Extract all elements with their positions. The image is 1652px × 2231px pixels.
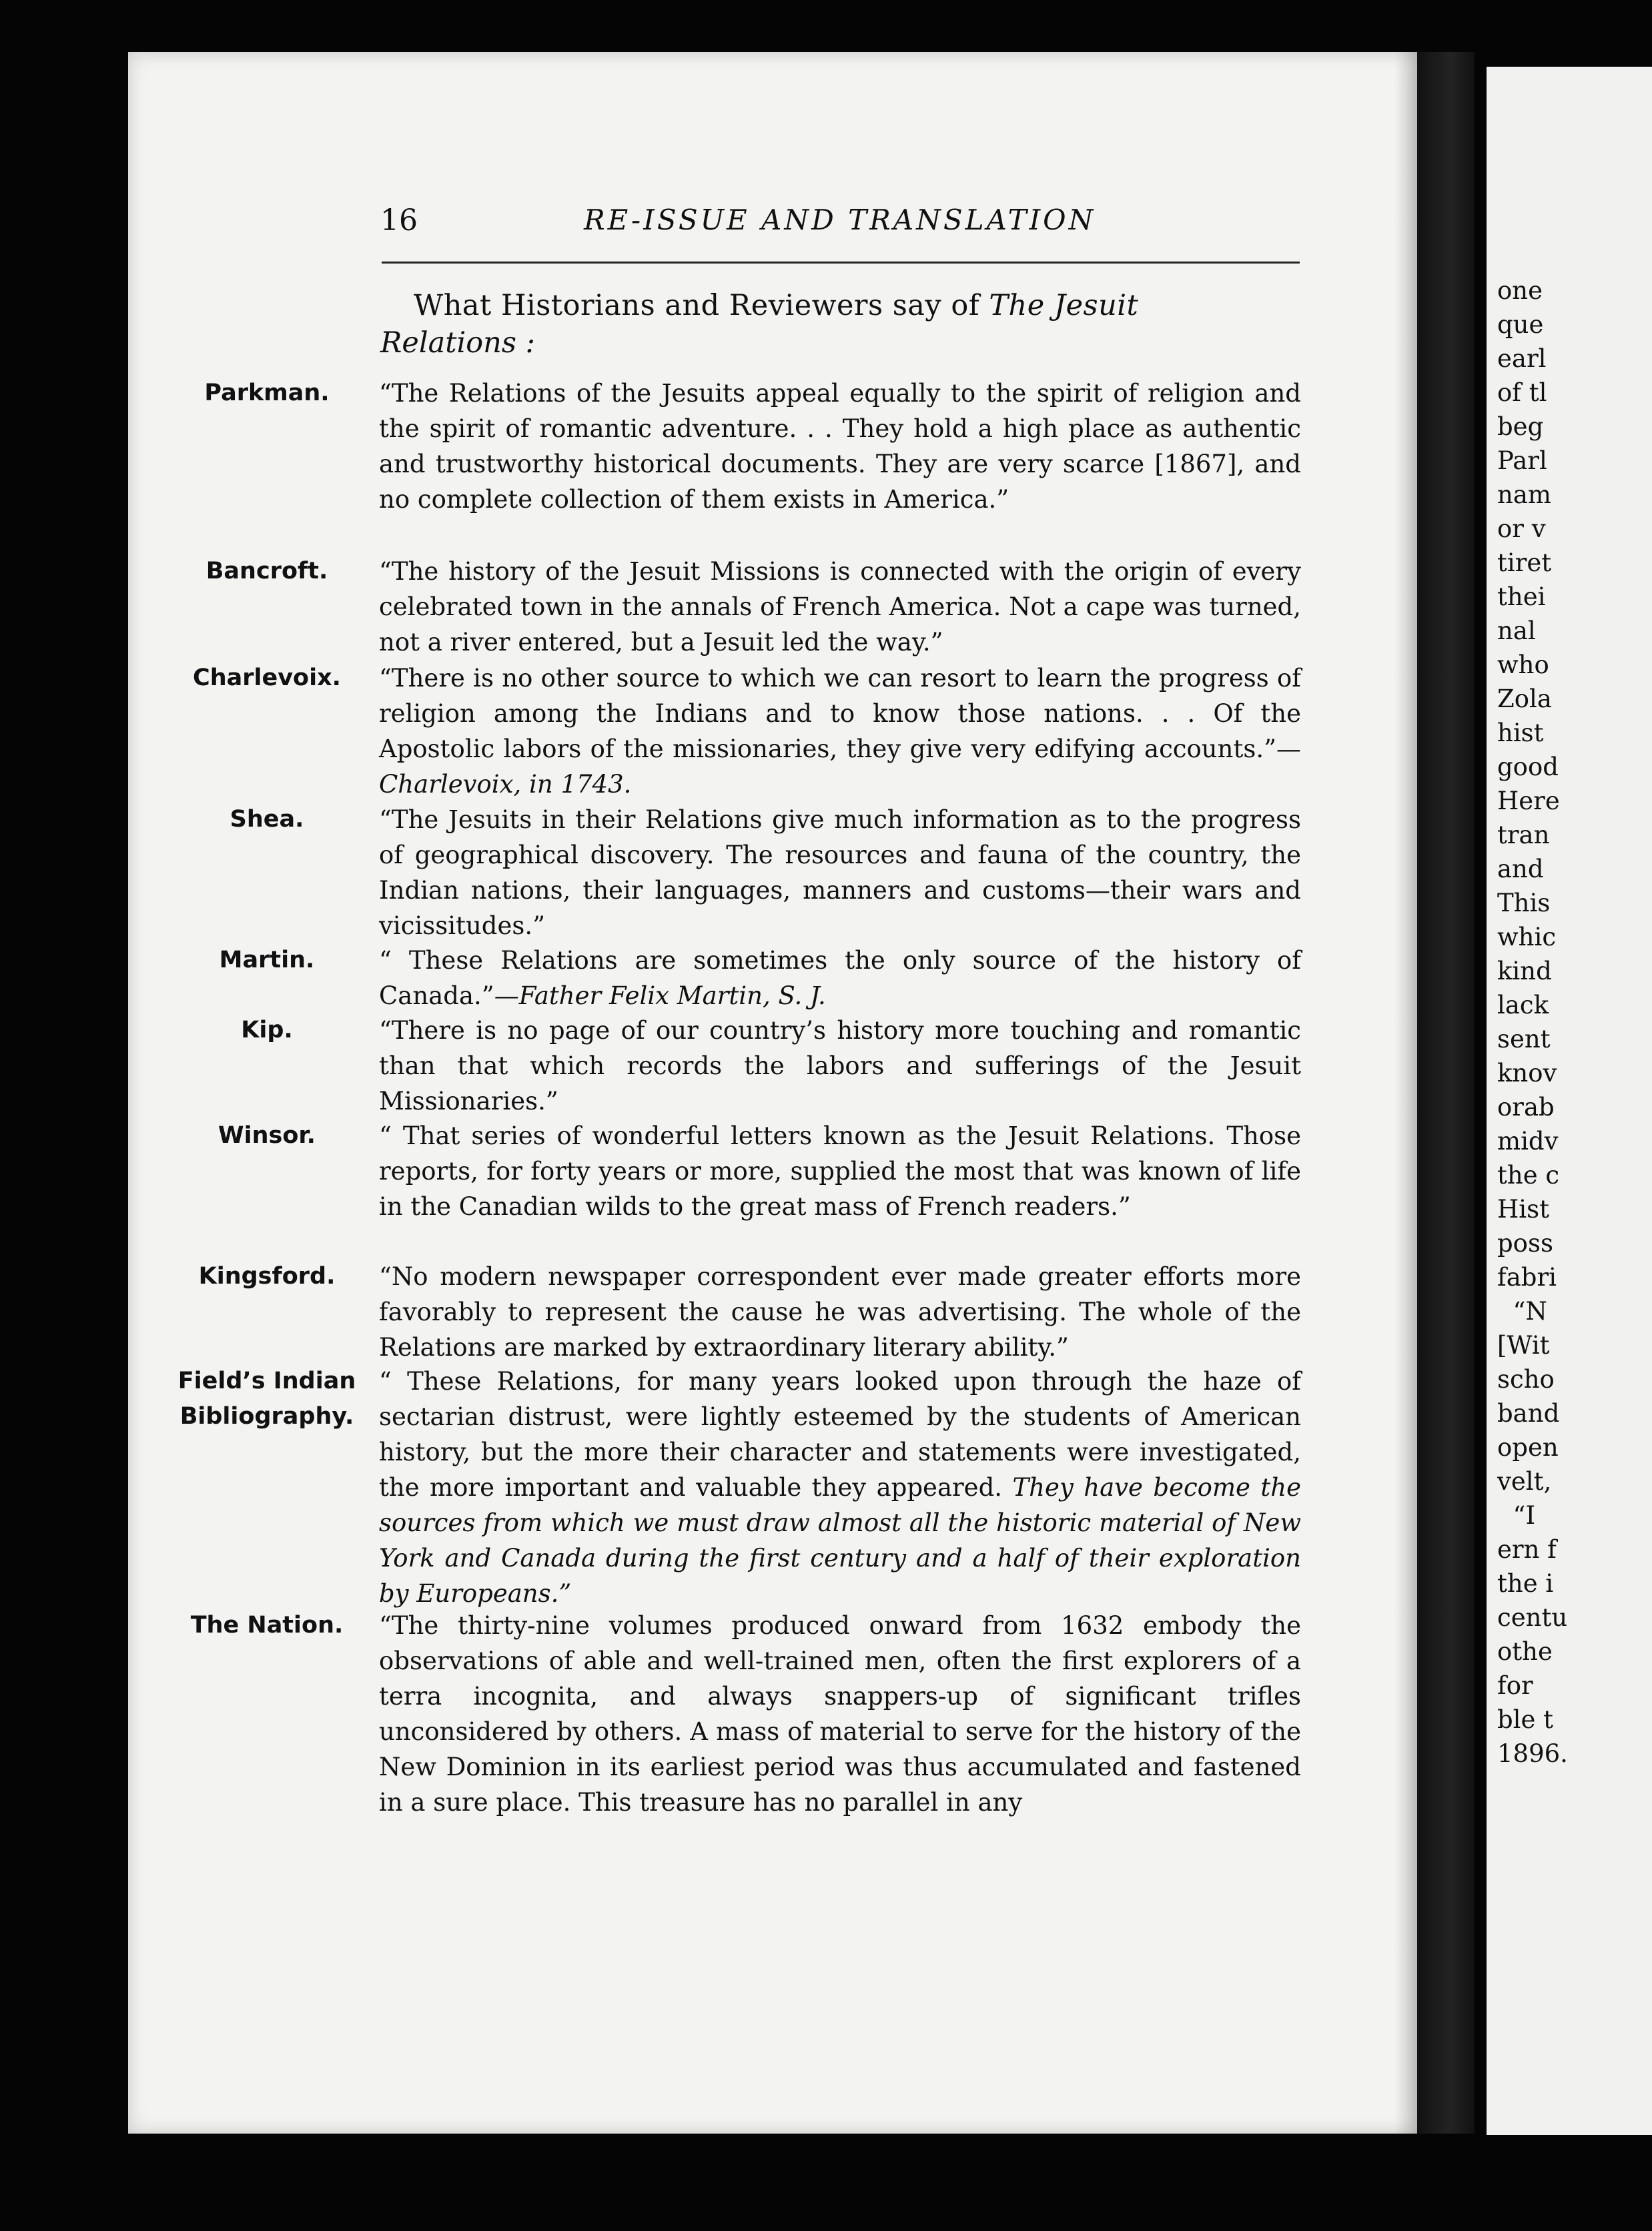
running-head-title: RE-ISSUE AND TRANSLATION	[584, 203, 1096, 236]
author-name: Field’s Indian Bibliography.	[177, 1368, 356, 1430]
author-name: Charlevoix.	[193, 664, 341, 691]
header-rule	[382, 262, 1300, 264]
author-name: The Nation.	[190, 1612, 344, 1639]
quote-citation: —Charlevoix, in 1743.	[379, 735, 1301, 799]
quote-body: “ These Relations are sometimes the only source of the history of Canada.”	[379, 946, 1301, 1010]
quote-body: “There is no page of our country’s history more touching and romantic than that which records the labors and sufferings of the Jesuit Missionaries.”	[379, 1016, 1301, 1116]
running-head	[380, 203, 1301, 244]
page-number: 16	[380, 203, 418, 238]
quote-citation: —Father Felix Martin, S. J.	[494, 981, 826, 1010]
right-page-text-fragment: one que earl of tl beg Parl nam or v tiret thei nal who Zola hist good Here tran and This whic kind lack sent knov orab midv the c Hist poss fabri “N [Wit scho band open velt, “I ern f the i centu othe for ble t 1896.	[1497, 276, 1568, 1768]
quote-text	[379, 1364, 1301, 1611]
intro-line	[380, 287, 1301, 324]
quote-body: “The thirty-nine volumes produced onward from 1632 embody the observations of able and well-trained men, often the first explorers of a terra incognita, and always snappers-up of significant trifles unconsidered by others. A mass of material to serve for the history of the New Dominion in its earliest period was thus accumulated and fastened in a sure place. This treasure has no parallel in any	[379, 1611, 1301, 1817]
quote-text	[379, 943, 1301, 1013]
author-name: Bancroft.	[205, 558, 328, 584]
right-page	[1487, 67, 1652, 2135]
author-name: Kip.	[241, 1017, 293, 1043]
book-gutter	[1394, 52, 1475, 2134]
author-name: Shea.	[230, 806, 304, 833]
intro-lead-text: What Historians and Reviewers say of	[414, 289, 989, 322]
intro-line-2	[380, 324, 1301, 362]
author-name: Winsor.	[218, 1122, 316, 1149]
quote-body: “The Relations of the Jesuits appeal equally to the spirit of religion and the spirit of romantic adventure. . . They hold a high place as authentic and trustworthy historical documents. They are very scarce [1867], and no complete collection of them exists in America.”	[379, 379, 1301, 514]
quote-body: “The Jesuits in their Relations give much information as to the progress of geographical discovery. The resources and fauna of the country, the Indian nations, their languages, manners and customs—their wars and vicissitudes.”	[379, 805, 1301, 940]
quote-body: “There is no other source to which we can resort to learn the progress of religion among the Indians and to know those nations. . . Of the Apostolic labors of the missionaries, they give very edifying accounts.”	[379, 664, 1301, 763]
quote-body: “ That series of wonderful letters known as the Jesuit Relations. Those reports, for forty years or more, supplied the most that was known of life in the Canadian wilds to the great mass of French readers.”	[379, 1122, 1301, 1221]
quote-body: “ These Relations, for many years looked upon through the haze of sectarian distrust, were lightly esteemed by the students of American history, but the more their character and statements were investigated, the more important and valuable they appeared.	[379, 1367, 1301, 1502]
quote-text	[379, 660, 1301, 802]
quote-citation: They have become the sources from which we must draw almost all the historic material of New York and Canada during the first century and a half of their exploration by Europeans.”	[379, 1473, 1301, 1608]
author-name: Martin.	[219, 947, 315, 973]
quote-text	[379, 1013, 1301, 1119]
quote-body: “The history of the Jesuit Missions is connected with the origin of every celebrated town in the annals of French America. Not a cape was turned, not a river entered, but a Jesuit led the way.”	[379, 557, 1301, 656]
quote-text	[379, 1118, 1301, 1224]
quote-text	[379, 1608, 1301, 1820]
intro-italic-title: The Jesuit	[989, 289, 1139, 322]
intro-italic-title-end: Relations :	[380, 326, 536, 360]
quote-text	[379, 802, 1301, 943]
section-intro	[380, 287, 1301, 362]
quote-text	[379, 376, 1301, 517]
quote-body: “No modern newspaper correspondent ever made greater efforts more favorably to represent the cause he was advertising. The whole of the Relations are marked by extraordinary literary ability.”	[379, 1262, 1301, 1362]
quote-text	[379, 554, 1301, 660]
author-name: Kingsford.	[198, 1263, 336, 1290]
author-name: Parkman.	[204, 380, 330, 406]
quote-text	[379, 1259, 1301, 1365]
